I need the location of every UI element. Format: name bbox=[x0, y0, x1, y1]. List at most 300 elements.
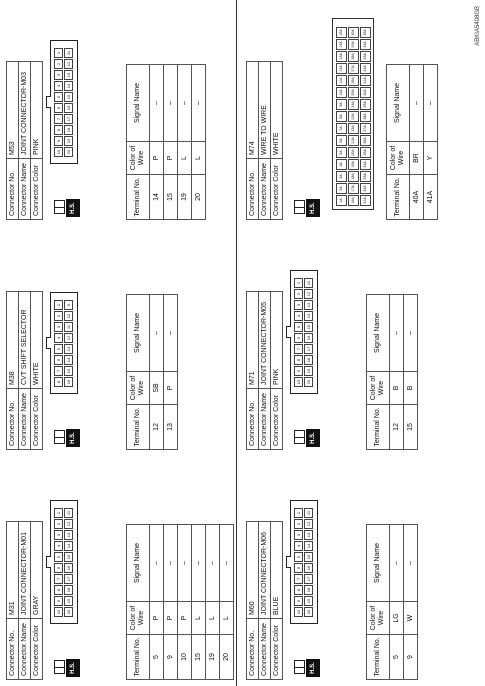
connector-pin: 10 bbox=[294, 377, 303, 387]
connector-pin: 21A bbox=[348, 135, 359, 146]
connector-pin: 17 bbox=[64, 574, 73, 584]
header-wire-color: Color of Wire bbox=[127, 142, 150, 175]
connector-pin: 20 bbox=[304, 377, 313, 387]
wire-color-cell: L bbox=[192, 602, 206, 635]
pin-grid bbox=[333, 19, 375, 209]
connector-pin: 16 bbox=[64, 377, 73, 387]
connector-pin: 11 bbox=[64, 508, 73, 518]
connector-pin: 12 bbox=[304, 289, 313, 299]
terminal-no-cell: 20 bbox=[220, 635, 234, 680]
wire-color-cell: L bbox=[220, 602, 234, 635]
terminal-no-cell: 15 bbox=[164, 175, 178, 220]
connector-name-value: JOINT CONNECTOR-M05 bbox=[259, 292, 271, 389]
connector-pin: 36A bbox=[360, 135, 371, 146]
connector-color-value: WHITE bbox=[31, 292, 43, 389]
signal-name-cell: – bbox=[390, 295, 404, 372]
hs-icon bbox=[54, 199, 80, 217]
connector-pin: 19A bbox=[348, 159, 359, 170]
hs-label: H.S. bbox=[306, 199, 320, 217]
connector-pin: 7 bbox=[294, 344, 303, 354]
terminal-no-cell: 19 bbox=[206, 635, 220, 680]
wire-color-cell: L bbox=[206, 602, 220, 635]
connector-name-value: JOINT CONNECTOR-M06 bbox=[259, 522, 271, 619]
label-connector-no: Connector No. bbox=[7, 159, 19, 220]
connector-block-m74 bbox=[246, 5, 481, 220]
connector-info-table bbox=[6, 61, 43, 220]
connector-pin: 18 bbox=[304, 585, 313, 595]
wire-color-cell: P bbox=[150, 602, 164, 635]
connector-block-m53 bbox=[6, 5, 231, 220]
connector-pin: 11 bbox=[304, 508, 313, 518]
connector-pin: 19 bbox=[64, 136, 73, 146]
connector-pin: 13A bbox=[336, 51, 347, 62]
header-signal-name: Signal Name bbox=[127, 65, 150, 142]
wire-color-cell: P bbox=[164, 372, 178, 405]
terminal-table bbox=[366, 524, 418, 680]
connector-pin: 1 bbox=[54, 508, 63, 518]
connector-pin: 17 bbox=[304, 344, 313, 354]
connector-pin: 16 bbox=[304, 333, 313, 343]
connector-pin: 4 bbox=[54, 541, 63, 551]
terminal-no-cell: 13 bbox=[164, 405, 178, 450]
connector-lock bbox=[46, 556, 51, 568]
connector-pin: 7 bbox=[54, 366, 63, 376]
connector-color-value: BLUE bbox=[271, 522, 283, 619]
table-row bbox=[390, 525, 404, 680]
connector-pin: 23A bbox=[348, 111, 359, 122]
terminal-no-cell: 14 bbox=[150, 175, 164, 220]
wire-color-cell: L bbox=[192, 142, 206, 175]
header-signal-name: Signal Name bbox=[127, 525, 150, 602]
connector-info-table bbox=[246, 521, 283, 680]
wire-color-cell: LG bbox=[390, 602, 404, 635]
label-connector-color: Connector Color bbox=[31, 619, 43, 680]
signal-name-cell: – bbox=[178, 525, 192, 602]
connector-pin: 14 bbox=[64, 81, 73, 91]
connector-pin: 2A bbox=[336, 183, 347, 194]
connector-pin: 10 bbox=[294, 607, 303, 617]
connector-pin: 12 bbox=[64, 59, 73, 69]
connector-pin: 6 bbox=[294, 563, 303, 573]
connector-pin: 6 bbox=[54, 563, 63, 573]
connector-pin: 42A bbox=[360, 63, 371, 74]
terminal-no-cell: 19 bbox=[178, 175, 192, 220]
connector-name-value: JOINT CONNECTOR-M01 bbox=[19, 522, 31, 619]
connector-pin: 34A bbox=[360, 159, 371, 170]
connector-pin: 2 bbox=[294, 289, 303, 299]
label-connector-color: Connector Color bbox=[31, 389, 43, 450]
book-icon bbox=[54, 200, 65, 214]
pin-row-bottom bbox=[64, 299, 74, 387]
wire-color-cell: BR bbox=[410, 142, 424, 175]
connector-color-value: WHITE bbox=[271, 62, 283, 159]
label-connector-color: Connector Color bbox=[31, 159, 43, 220]
connector-pin: 11A bbox=[336, 75, 347, 86]
connector-pin: 32A bbox=[360, 183, 371, 194]
wire-color-cell: Y bbox=[424, 142, 438, 175]
connector-pin: 16 bbox=[304, 563, 313, 573]
terminal-no-cell: 10 bbox=[178, 635, 192, 680]
connector-pin: 25A bbox=[348, 87, 359, 98]
wire-color-cell: W bbox=[404, 602, 418, 635]
connector-pin: 44A bbox=[360, 39, 371, 50]
wire-color-cell: P bbox=[150, 142, 164, 175]
table-row bbox=[424, 65, 438, 220]
signal-name-cell: – bbox=[150, 65, 164, 142]
connector-pin: 5A bbox=[336, 147, 347, 158]
connector-pin: 8 bbox=[54, 585, 63, 595]
connector-pin: 3A bbox=[336, 171, 347, 182]
header-terminal-no: Terminal No. bbox=[387, 175, 410, 220]
pin-row-top bbox=[294, 277, 304, 387]
signal-name-cell: – bbox=[192, 525, 206, 602]
connector-pin: 10A bbox=[336, 87, 347, 98]
connector-pin: 26A bbox=[348, 75, 359, 86]
connector-face-diagram bbox=[50, 500, 78, 624]
connector-block-m38 bbox=[6, 240, 231, 450]
header-terminal-no: Terminal No. bbox=[127, 635, 150, 680]
wire-color-cell: P bbox=[164, 602, 178, 635]
connector-pin: 5 bbox=[54, 92, 63, 102]
table-row bbox=[220, 525, 234, 680]
connector-no-value: M74 bbox=[247, 62, 259, 159]
connector-pin: 8 bbox=[54, 377, 63, 387]
connector-pin: 1A bbox=[336, 195, 347, 206]
connector-face-diagram bbox=[332, 18, 374, 210]
table-row bbox=[150, 295, 164, 450]
wire-color-cell: P bbox=[164, 142, 178, 175]
label-connector-color: Connector Color bbox=[271, 159, 283, 220]
connector-pin: 1 bbox=[54, 300, 63, 310]
connector-pin: 4A bbox=[336, 159, 347, 170]
header-wire-color: Color of Wire bbox=[127, 602, 150, 635]
connector-pin: 24A bbox=[348, 99, 359, 110]
connector-pin: 7 bbox=[294, 574, 303, 584]
terminal-table bbox=[126, 64, 206, 220]
wire-color-cell: B bbox=[390, 372, 404, 405]
book-icon bbox=[294, 660, 305, 674]
connector-info-table bbox=[6, 521, 43, 680]
connector-no-value: M38 bbox=[7, 292, 19, 389]
book-icon bbox=[294, 200, 305, 214]
header-terminal-no: Terminal No. bbox=[367, 635, 390, 680]
connector-pin: 12 bbox=[64, 333, 73, 343]
terminal-no-cell: 9 bbox=[164, 635, 178, 680]
signal-name-cell: – bbox=[404, 525, 418, 602]
signal-name-cell: – bbox=[404, 295, 418, 372]
label-connector-no: Connector No. bbox=[7, 619, 19, 680]
connector-pin: 7 bbox=[54, 574, 63, 584]
connector-pin: 20 bbox=[64, 607, 73, 617]
connector-color-value: GRAY bbox=[31, 522, 43, 619]
connector-pin: 3 bbox=[54, 70, 63, 80]
hs-icon bbox=[294, 429, 320, 447]
connector-pin: 35A bbox=[360, 147, 371, 158]
connector-pin: 41A bbox=[360, 75, 371, 86]
connector-pin: 16 bbox=[64, 103, 73, 113]
connector-lock bbox=[286, 326, 291, 338]
connector-pin: 9 bbox=[294, 366, 303, 376]
connector-pin: 43A bbox=[360, 51, 371, 62]
pin-row-bottom bbox=[304, 277, 314, 387]
connector-pin: 18 bbox=[304, 355, 313, 365]
connector-pin: 37A bbox=[360, 123, 371, 134]
connector-pin: 15 bbox=[64, 552, 73, 562]
connector-pin: 4 bbox=[54, 333, 63, 343]
connector-pin: 1 bbox=[294, 508, 303, 518]
terminal-table bbox=[366, 294, 418, 450]
connector-face-diagram bbox=[290, 500, 318, 624]
connector-pin: 16 bbox=[64, 563, 73, 573]
connector-pin: 1 bbox=[54, 48, 63, 58]
hs-label: H.S. bbox=[306, 659, 320, 677]
connector-pin: 3 bbox=[54, 530, 63, 540]
signal-name-cell: – bbox=[410, 65, 424, 142]
connector-pin: 10 bbox=[54, 607, 63, 617]
connector-pin: 8A bbox=[336, 111, 347, 122]
table-row bbox=[164, 295, 178, 450]
table-row bbox=[192, 525, 206, 680]
label-connector-name: Connector Name bbox=[259, 389, 271, 450]
terminal-table bbox=[126, 524, 234, 680]
terminal-no-cell: 20 bbox=[192, 175, 206, 220]
connector-lock bbox=[46, 337, 51, 349]
connector-color-value: PINK bbox=[31, 62, 43, 159]
hs-icon bbox=[54, 659, 80, 677]
connector-pin: 13 bbox=[304, 300, 313, 310]
connector-pin: 9 bbox=[54, 136, 63, 146]
connector-pin: 10 bbox=[64, 311, 73, 321]
connector-pin: 20 bbox=[304, 607, 313, 617]
section-divider bbox=[236, 0, 237, 686]
label-connector-color: Connector Color bbox=[271, 389, 283, 450]
signal-name-cell: – bbox=[220, 525, 234, 602]
table-row bbox=[206, 525, 220, 680]
header-wire-color: Color of Wire bbox=[127, 372, 150, 405]
connector-pin: 19 bbox=[304, 366, 313, 376]
wire-color-cell: L bbox=[178, 142, 192, 175]
pin-row-top bbox=[54, 47, 64, 157]
terminal-no-cell: 5 bbox=[390, 635, 404, 680]
signal-name-cell: – bbox=[164, 525, 178, 602]
connector-pin: 17 bbox=[64, 114, 73, 124]
connector-pin: 14A bbox=[336, 39, 347, 50]
label-connector-name: Connector Name bbox=[19, 619, 31, 680]
table-row bbox=[178, 65, 192, 220]
connector-pin: 6A bbox=[336, 135, 347, 146]
connector-face-diagram bbox=[50, 40, 78, 164]
header-signal-name: Signal Name bbox=[387, 65, 410, 142]
header-signal-name: Signal Name bbox=[367, 525, 390, 602]
hs-label: H.S. bbox=[306, 429, 320, 447]
connector-pin: 14 bbox=[64, 541, 73, 551]
connector-pin: 30A bbox=[348, 27, 359, 38]
pin-row-top bbox=[54, 507, 64, 617]
connector-pin: 6 bbox=[54, 355, 63, 365]
connector-pin: 6 bbox=[294, 333, 303, 343]
connector-pin: 12 bbox=[304, 519, 313, 529]
connector-pin: 39A bbox=[360, 99, 371, 110]
label-connector-no: Connector No. bbox=[247, 619, 259, 680]
signal-name-cell: – bbox=[390, 525, 404, 602]
connector-pin: 27A bbox=[348, 63, 359, 74]
terminal-no-cell: 41A bbox=[424, 175, 438, 220]
connector-pin: 3 bbox=[294, 530, 303, 540]
hs-label: H.S. bbox=[66, 429, 80, 447]
connector-pin: 20A bbox=[348, 147, 359, 158]
header-terminal-no: Terminal No. bbox=[127, 405, 150, 450]
terminal-no-cell: 12 bbox=[150, 405, 164, 450]
pin-row-bottom bbox=[304, 507, 314, 617]
hs-label: H.S. bbox=[66, 659, 80, 677]
connector-face-diagram bbox=[290, 270, 318, 394]
terminal-no-cell: 15 bbox=[192, 635, 206, 680]
connector-pin: 17 bbox=[304, 574, 313, 584]
connector-name-value: WIRE TO WIRE bbox=[259, 62, 271, 159]
connector-pin: 40A bbox=[360, 87, 371, 98]
table-row bbox=[178, 525, 192, 680]
connector-pin: 15 bbox=[304, 552, 313, 562]
connector-pin: 4 bbox=[294, 311, 303, 321]
connector-pin: 7A bbox=[336, 123, 347, 134]
pin-row-top bbox=[54, 299, 64, 387]
connector-pin: 31A bbox=[360, 195, 371, 206]
connector-pin: 3 bbox=[54, 322, 63, 332]
connector-pin: 33A bbox=[360, 171, 371, 182]
table-row bbox=[164, 65, 178, 220]
connector-pin: 19 bbox=[304, 596, 313, 606]
signal-name-cell: – bbox=[424, 65, 438, 142]
connector-block-m60 bbox=[246, 470, 471, 680]
connector-pin: 7 bbox=[54, 114, 63, 124]
table-row bbox=[164, 525, 178, 680]
connector-block-m71 bbox=[246, 240, 471, 450]
terminal-no-cell: 12 bbox=[390, 405, 404, 450]
connector-pin: 14 bbox=[64, 355, 73, 365]
label-connector-no: Connector No. bbox=[247, 389, 259, 450]
connector-lock bbox=[286, 556, 291, 568]
connector-pin: 20 bbox=[64, 147, 73, 157]
connector-color-value: PINK bbox=[271, 292, 283, 389]
pin-row-bottom bbox=[64, 47, 74, 157]
connector-pin: 14 bbox=[304, 311, 313, 321]
table-row bbox=[404, 295, 418, 450]
table-row bbox=[150, 525, 164, 680]
signal-name-cell: – bbox=[206, 525, 220, 602]
connector-pin: 19 bbox=[64, 596, 73, 606]
wire-color-cell: P bbox=[178, 602, 192, 635]
connector-pin: 11 bbox=[64, 322, 73, 332]
signal-name-cell: – bbox=[192, 65, 206, 142]
connector-pin: 8 bbox=[294, 355, 303, 365]
connector-pin: 38A bbox=[360, 111, 371, 122]
signal-name-cell: – bbox=[178, 65, 192, 142]
connector-pin: 15A bbox=[336, 27, 347, 38]
hs-label: H.S. bbox=[66, 199, 80, 217]
connector-pin: 29A bbox=[348, 39, 359, 50]
connector-pin: 13 bbox=[64, 530, 73, 540]
label-connector-no: Connector No. bbox=[247, 159, 259, 220]
hs-icon bbox=[294, 199, 320, 217]
book-icon bbox=[54, 430, 65, 444]
table-row bbox=[404, 525, 418, 680]
connector-pin: 12 bbox=[64, 519, 73, 529]
wire-color-cell: B bbox=[404, 372, 418, 405]
connector-pin: 9A bbox=[336, 99, 347, 110]
label-connector-name: Connector Name bbox=[259, 159, 271, 220]
connector-pin: 18A bbox=[348, 171, 359, 182]
connector-no-value: M31 bbox=[7, 522, 19, 619]
label-connector-name: Connector Name bbox=[19, 389, 31, 450]
signal-name-cell: – bbox=[164, 295, 178, 372]
connector-no-value: M60 bbox=[247, 522, 259, 619]
connector-pin: 18 bbox=[64, 585, 73, 595]
terminal-no-cell: 5 bbox=[150, 635, 164, 680]
connector-pin: 1 bbox=[294, 278, 303, 288]
terminal-no-cell: 40A bbox=[410, 175, 424, 220]
connector-no-value: M53 bbox=[7, 62, 19, 159]
table-row bbox=[390, 295, 404, 450]
signal-name-cell: – bbox=[164, 65, 178, 142]
connector-pin: 28A bbox=[348, 51, 359, 62]
connector-pin: 22A bbox=[348, 123, 359, 134]
signal-name-cell: – bbox=[150, 295, 164, 372]
connector-pin: 2 bbox=[54, 59, 63, 69]
connector-pin: 5 bbox=[294, 552, 303, 562]
header-terminal-no: Terminal No. bbox=[367, 405, 390, 450]
header-wire-color: Color of Wire bbox=[367, 372, 390, 405]
book-icon bbox=[54, 660, 65, 674]
connector-pin: 15 bbox=[64, 366, 73, 376]
connector-pin: 6 bbox=[54, 103, 63, 113]
terminal-table bbox=[126, 294, 178, 450]
connector-pin: 15 bbox=[64, 92, 73, 102]
label-connector-color: Connector Color bbox=[271, 619, 283, 680]
connector-pin: 16A bbox=[348, 195, 359, 206]
connector-pin: 8 bbox=[294, 585, 303, 595]
connector-pin: 11 bbox=[64, 48, 73, 58]
connector-block-m31 bbox=[6, 470, 231, 680]
header-terminal-no: Terminal No. bbox=[127, 175, 150, 220]
connector-pin: 9 bbox=[294, 596, 303, 606]
wire-color-cell: SB bbox=[150, 372, 164, 405]
connector-pin: 2 bbox=[54, 519, 63, 529]
label-connector-name: Connector Name bbox=[259, 619, 271, 680]
terminal-table bbox=[386, 64, 438, 220]
connector-pin: 2 bbox=[54, 311, 63, 321]
label-connector-name: Connector Name bbox=[19, 159, 31, 220]
connector-pin: 15 bbox=[304, 322, 313, 332]
connector-info-table bbox=[6, 291, 43, 450]
header-signal-name: Signal Name bbox=[127, 295, 150, 372]
connector-pin: 8 bbox=[54, 125, 63, 135]
connector-pin: 45A bbox=[360, 27, 371, 38]
connector-pin: 5 bbox=[294, 322, 303, 332]
hs-icon bbox=[54, 429, 80, 447]
connector-pin: 2 bbox=[294, 519, 303, 529]
connector-no-value: M71 bbox=[247, 292, 259, 389]
pin-row-bottom bbox=[64, 507, 74, 617]
terminal-no-cell: 9 bbox=[404, 635, 418, 680]
connector-pin: 11 bbox=[304, 278, 313, 288]
figure-code: ABKIA5408GB bbox=[475, 6, 481, 46]
connector-pin: 4 bbox=[54, 81, 63, 91]
book-icon bbox=[294, 430, 305, 444]
connector-info-table bbox=[246, 61, 283, 220]
header-signal-name: Signal Name bbox=[367, 295, 390, 372]
connector-pin: 17A bbox=[348, 183, 359, 194]
connector-pin: 12A bbox=[336, 63, 347, 74]
